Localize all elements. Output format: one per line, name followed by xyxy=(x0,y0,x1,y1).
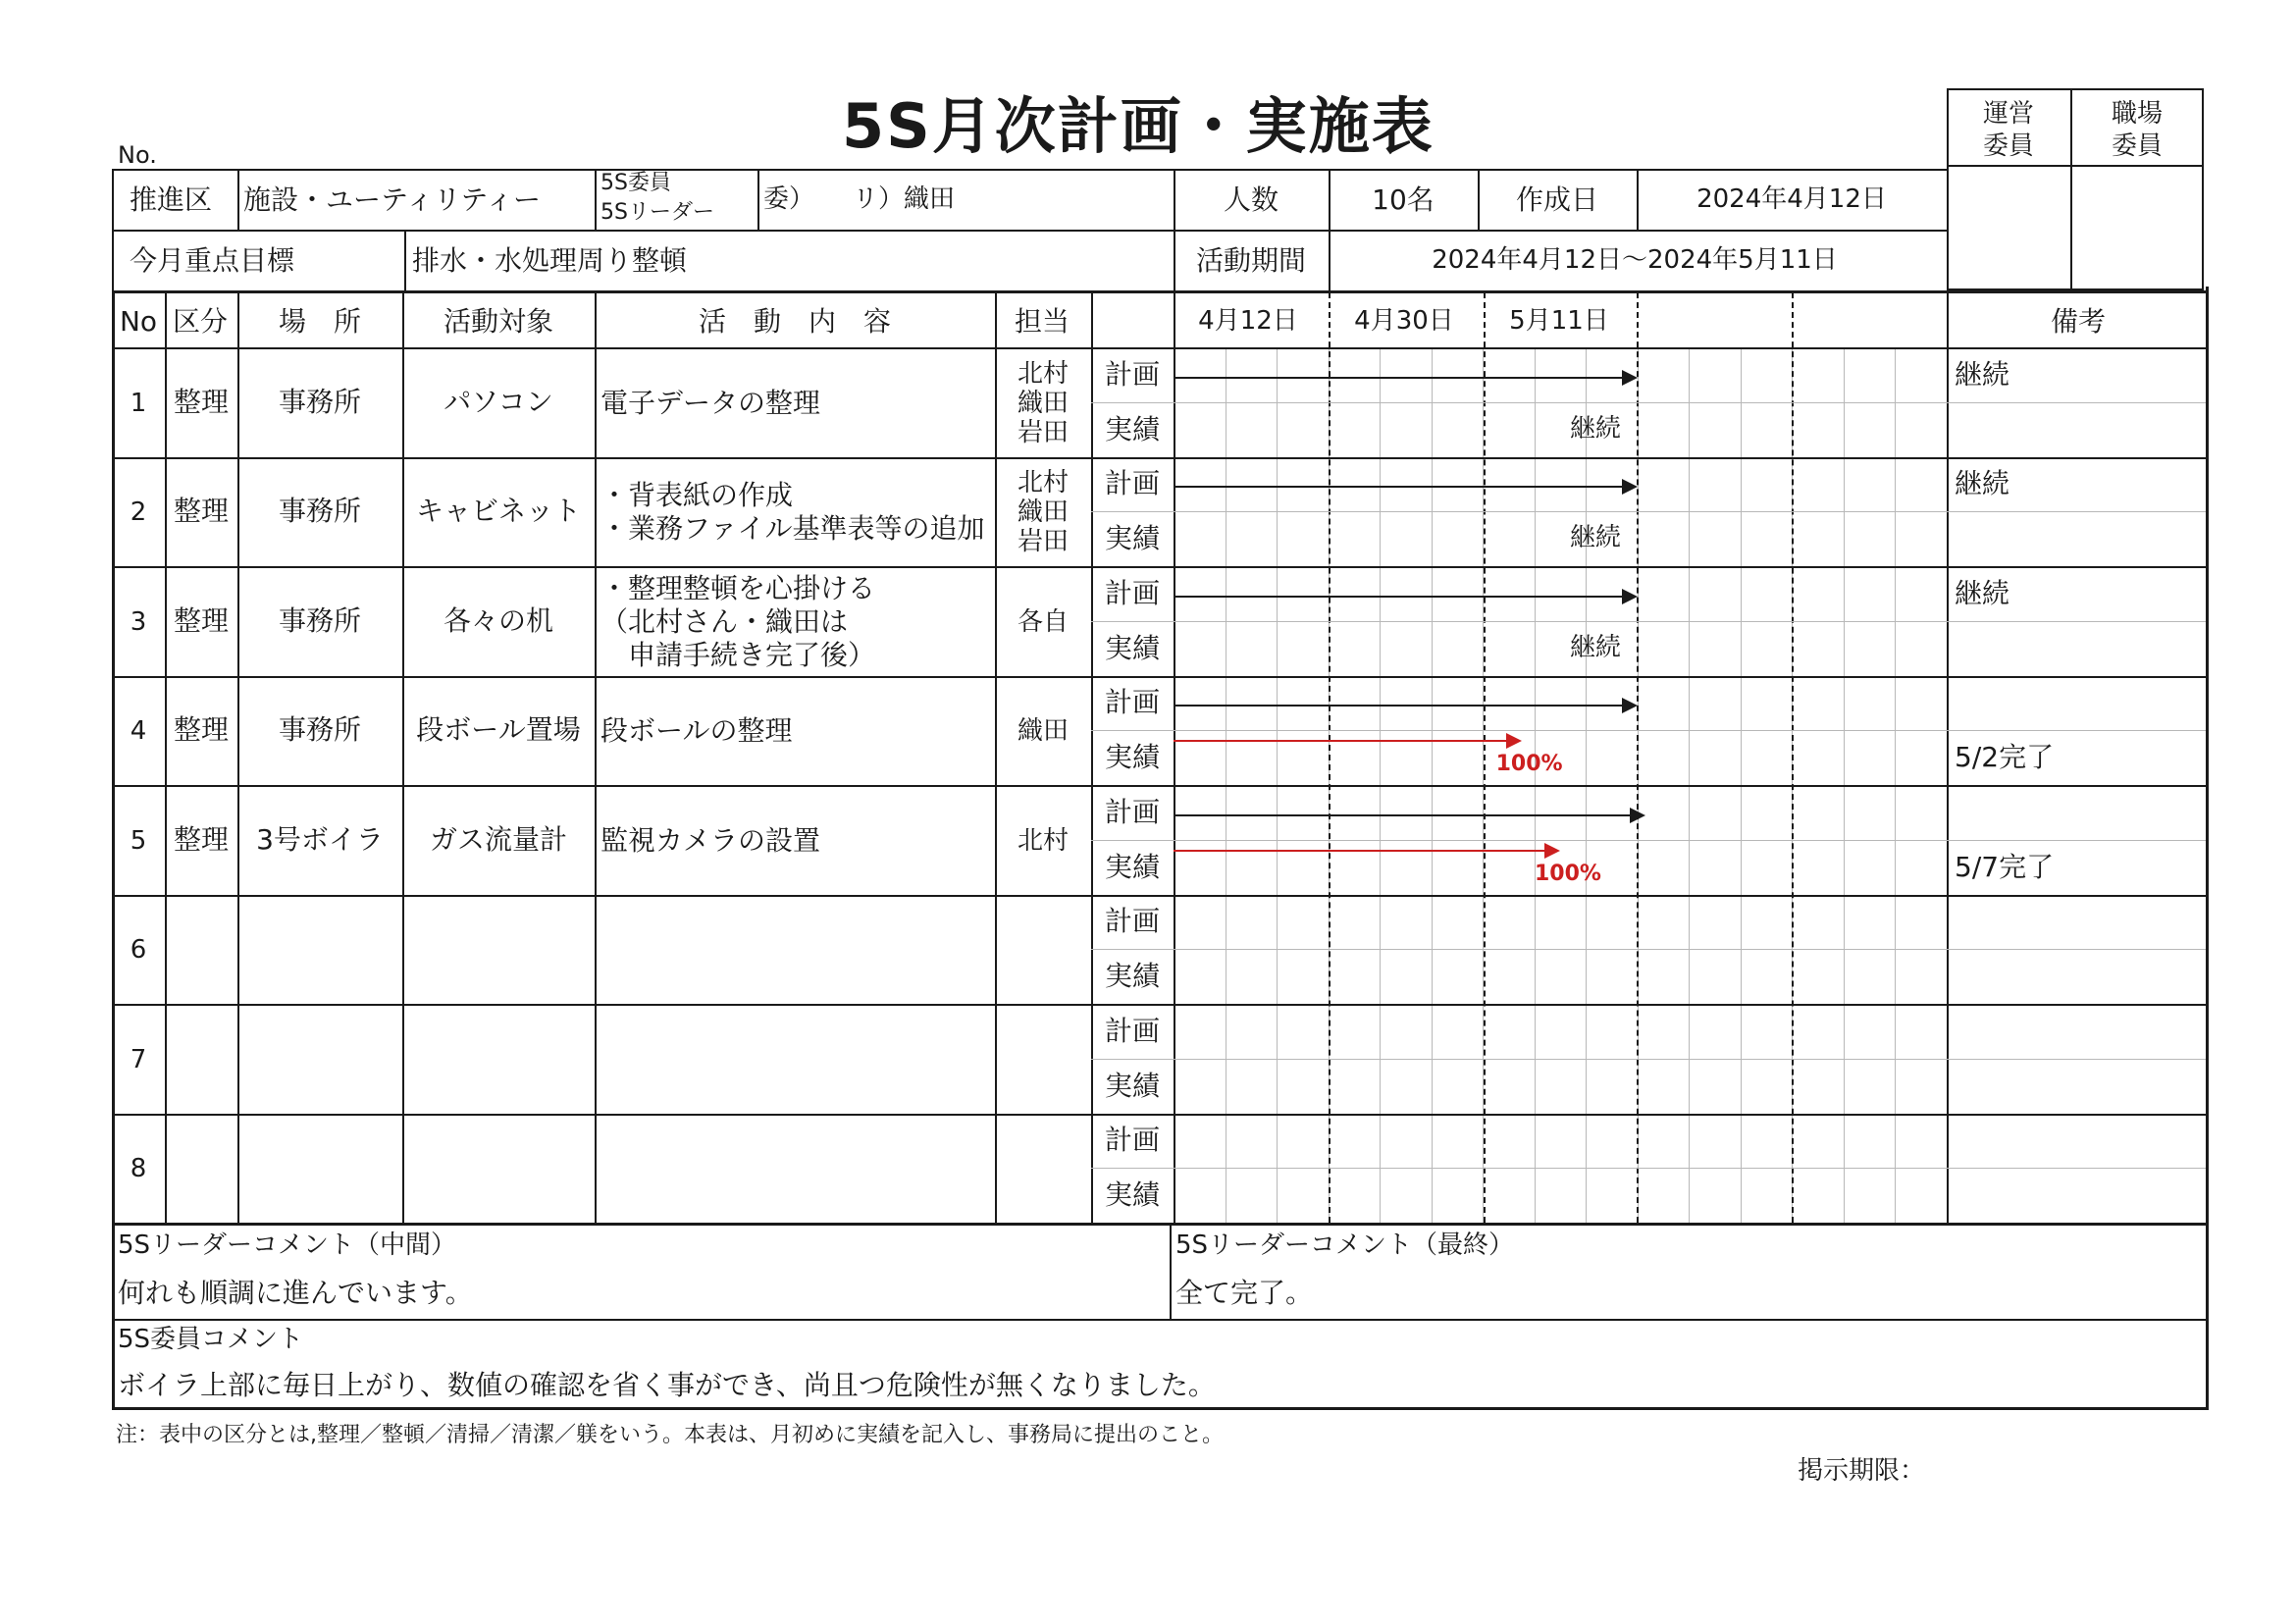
row-number: 8 xyxy=(130,1154,147,1184)
mid-comment-text: 何れも順調に進んでいます。 xyxy=(118,1277,473,1309)
comments-border xyxy=(112,1223,115,1409)
people-value: 10名 xyxy=(1372,183,1435,216)
remark-actual: 5/2完了 xyxy=(1955,741,2055,774)
date-divider xyxy=(1329,292,1331,1223)
row-place: 事務所 xyxy=(278,385,362,418)
plan-actual-divider xyxy=(1091,402,2206,403)
header-rule xyxy=(112,169,1947,171)
row-number: 1 xyxy=(130,388,147,418)
actual-arrow xyxy=(1174,850,1546,852)
actual-arrow-head xyxy=(1506,733,1522,749)
row-target: ガス流量計 xyxy=(429,822,568,856)
plan-label: 計画 xyxy=(1104,576,1161,609)
actual-label: 実績 xyxy=(1104,412,1161,445)
row-divider xyxy=(112,1114,2206,1116)
row-divider xyxy=(112,895,2206,897)
header-rule xyxy=(404,230,406,290)
row-staff: 北村 xyxy=(1017,825,1070,856)
approval-label-workplace xyxy=(2112,98,2163,162)
col-header-content: 活 動 内 容 xyxy=(698,305,892,338)
remark-plan: 継続 xyxy=(1955,467,2010,500)
actual-status: 継続 xyxy=(1570,413,1622,444)
row-content-line: 申請手続き完了後） xyxy=(600,638,876,671)
approval-line: 職場 xyxy=(2111,99,2164,129)
plan-label: 計画 xyxy=(1104,467,1161,500)
row-staff: 織田 xyxy=(1017,716,1070,747)
leader-label: 5Sリーダー xyxy=(600,200,714,225)
plan-actual-divider xyxy=(1091,1168,2206,1169)
plan-arrow xyxy=(1174,814,1632,816)
row-staff: 岩田 xyxy=(1017,527,1070,557)
comments-divider xyxy=(112,1319,2206,1321)
column-divider xyxy=(595,292,597,1223)
row-target: キャビネット xyxy=(415,495,582,528)
plan-label: 計画 xyxy=(1104,686,1161,719)
comments-divider xyxy=(1170,1223,1172,1319)
row-category: 整理 xyxy=(173,822,230,856)
plan-label: 計画 xyxy=(1104,905,1161,938)
row-staff: 北村 xyxy=(1017,358,1070,389)
actual-status: 継続 xyxy=(1570,632,1622,662)
column-divider xyxy=(402,292,404,1223)
column-divider xyxy=(995,292,997,1223)
actual-label: 実績 xyxy=(1104,631,1161,664)
actual-label: 実績 xyxy=(1104,741,1161,774)
created-label: 作成日 xyxy=(1515,183,1599,216)
col-header-remarks: 備考 xyxy=(2050,305,2107,338)
promo-label: 推進区 xyxy=(130,183,213,216)
actual-label: 実績 xyxy=(1104,1069,1161,1102)
doc-number-label: No. xyxy=(118,141,157,169)
period-label: 活動期間 xyxy=(1195,244,1307,277)
comments-border xyxy=(2206,1223,2209,1409)
plan-arrow-head xyxy=(1622,589,1638,604)
date-divider xyxy=(1792,292,1794,1223)
people-label: 人数 xyxy=(1223,183,1279,216)
row-number: 3 xyxy=(130,606,147,637)
plan-arrow-head xyxy=(1622,479,1638,495)
approval-label-operation xyxy=(1983,98,2034,162)
row-number: 2 xyxy=(130,497,147,528)
row-category: 整理 xyxy=(173,495,230,528)
row-divider xyxy=(112,1004,2206,1006)
plan-actual-divider xyxy=(1091,840,2206,841)
row-staff: 各自 xyxy=(1017,606,1070,637)
actual-status: 継続 xyxy=(1570,523,1622,553)
header-rule xyxy=(1637,169,1639,230)
actual-label: 実績 xyxy=(1104,850,1161,883)
header-rule xyxy=(595,169,597,230)
header-rule xyxy=(112,290,2206,293)
plan-arrow xyxy=(1174,486,1624,488)
plan-arrow xyxy=(1174,705,1624,707)
row-content-line: 電子データの整理 xyxy=(600,386,821,419)
header-rule xyxy=(112,230,1947,232)
actual-label: 実績 xyxy=(1104,960,1161,993)
header-rule xyxy=(1174,169,1175,292)
actual-arrow xyxy=(1174,740,1508,742)
goal-value: 排水・水処理周り整頓 xyxy=(412,244,688,277)
row-category: 整理 xyxy=(173,713,230,747)
plan-actual-divider xyxy=(1091,621,2206,622)
page-title: 5S月次計画・実施表 xyxy=(842,90,1435,162)
column-divider xyxy=(1091,292,1093,1223)
row-place: 事務所 xyxy=(278,713,362,747)
plan-arrow-head xyxy=(1622,370,1638,386)
actual-label: 実績 xyxy=(1104,1178,1161,1212)
row-number: 5 xyxy=(130,825,147,856)
row-divider xyxy=(112,785,2206,787)
row-number: 4 xyxy=(130,716,147,747)
col-header-no: No xyxy=(119,305,158,338)
header-rule xyxy=(1329,169,1331,292)
row-divider xyxy=(112,347,2206,349)
row-content-line: 段ボールの整理 xyxy=(600,714,793,748)
actual-arrow-head xyxy=(1544,843,1560,859)
approval-line: 運営 xyxy=(1982,99,2035,129)
actual-percent: 100% xyxy=(1535,861,1601,886)
date-header-end: 5月11日 xyxy=(1509,306,1609,336)
goal-label: 今月重点目標 xyxy=(130,244,295,277)
final-comment-label: 5Sリーダーコメント（最終） xyxy=(1175,1230,1515,1260)
footer-note: 注：表中の区分とは,整理／整頓／清掃／清潔／躾をいう。本表は、月初めに実績を記入し、事務局に提出のこと。 xyxy=(116,1423,1224,1447)
plan-label: 計画 xyxy=(1104,795,1161,828)
row-number: 6 xyxy=(130,935,147,966)
committee-value: 委） リ）織田 xyxy=(763,184,956,214)
date-header-mid: 4月30日 xyxy=(1354,306,1454,336)
row-staff: 織田 xyxy=(1017,388,1070,418)
row-place: 3号ボイラ xyxy=(256,822,384,856)
row-category: 整理 xyxy=(173,603,230,637)
row-staff: 北村 xyxy=(1017,468,1070,498)
mid-comment-label: 5Sリーダーコメント（中間） xyxy=(118,1230,457,1260)
plan-arrow-head xyxy=(1630,808,1645,823)
row-content-line: ・整理整頓を心掛ける xyxy=(600,571,876,604)
row-content-line: ・背表紙の作成 xyxy=(600,479,794,512)
comments-border xyxy=(112,1407,2209,1410)
approval-line: 委員 xyxy=(2111,131,2164,161)
col-header-place: 場 所 xyxy=(278,305,362,338)
plan-actual-divider xyxy=(1091,730,2206,731)
date-divider xyxy=(1484,292,1486,1223)
header-rule xyxy=(237,169,239,230)
actual-label: 実績 xyxy=(1104,522,1161,555)
row-divider xyxy=(112,457,2206,459)
row-staff: 岩田 xyxy=(1017,417,1070,447)
row-content-line: （北村さん・織田は xyxy=(600,604,849,638)
column-divider xyxy=(1947,292,1949,1223)
column-divider xyxy=(1174,292,1175,1223)
table-border xyxy=(2206,287,2209,1223)
column-divider xyxy=(237,292,239,1223)
plan-arrow-head xyxy=(1622,698,1638,713)
row-staff: 織田 xyxy=(1017,497,1070,528)
promo-value: 施設・ユーティリティー xyxy=(243,183,541,216)
col-header-staff: 担当 xyxy=(1014,305,1070,338)
row-divider xyxy=(112,566,2206,568)
row-divider xyxy=(112,676,2206,678)
header-rule xyxy=(1478,169,1480,230)
row-number: 7 xyxy=(130,1044,147,1074)
approval-divider xyxy=(2070,88,2072,290)
col-header-category: 区分 xyxy=(172,305,229,338)
date-header-start: 4月12日 xyxy=(1198,306,1298,336)
table-border xyxy=(112,292,115,1223)
plan-arrow xyxy=(1174,596,1624,598)
header-rule xyxy=(1947,165,1949,292)
approval-line: 委員 xyxy=(1982,131,2035,161)
row-target: 段ボール置場 xyxy=(416,713,581,747)
row-place: 事務所 xyxy=(278,495,362,528)
plan-label: 計画 xyxy=(1104,1014,1161,1047)
committee-label: 5S委員 xyxy=(600,171,671,195)
committee-comment-text: ボイラ上部に毎日上がり、数値の確認を省く事ができ、尚且つ危険性が無くなりました。 xyxy=(118,1369,1216,1401)
posting-deadline-label: 掲示期限： xyxy=(1798,1456,1926,1486)
remark-plan: 継続 xyxy=(1955,576,2010,609)
plan-actual-divider xyxy=(1091,1059,2206,1060)
remark-plan: 継続 xyxy=(1955,357,2010,391)
approval-divider xyxy=(1947,165,2204,167)
plan-label: 計画 xyxy=(1104,357,1161,391)
row-place: 事務所 xyxy=(278,603,362,637)
header-rule xyxy=(112,169,114,292)
final-comment-text: 全て完了。 xyxy=(1175,1277,1314,1309)
plan-actual-divider xyxy=(1091,949,2206,950)
plan-label: 計画 xyxy=(1104,1124,1161,1157)
row-target: 各々の机 xyxy=(443,603,554,637)
column-divider xyxy=(165,292,167,1223)
row-divider xyxy=(112,1223,2206,1226)
period-value: 2024年4月12日～2024年5月11日 xyxy=(1432,245,1838,275)
col-header-target: 活動対象 xyxy=(443,305,554,338)
row-content-line: ・業務ファイル基準表等の追加 xyxy=(600,512,985,546)
actual-percent: 100% xyxy=(1495,752,1563,777)
committee-comment-label: 5S委員コメント xyxy=(118,1325,304,1354)
created-value: 2024年4月12日 xyxy=(1696,184,1887,214)
date-divider xyxy=(1637,292,1639,1223)
row-category: 整理 xyxy=(173,385,230,418)
row-target: パソコン xyxy=(444,385,553,418)
row-content-line: 監視カメラの設置 xyxy=(600,823,821,857)
plan-actual-divider xyxy=(1091,511,2206,512)
header-rule xyxy=(757,169,759,230)
remark-actual: 5/7完了 xyxy=(1955,850,2055,883)
plan-arrow xyxy=(1174,377,1624,379)
